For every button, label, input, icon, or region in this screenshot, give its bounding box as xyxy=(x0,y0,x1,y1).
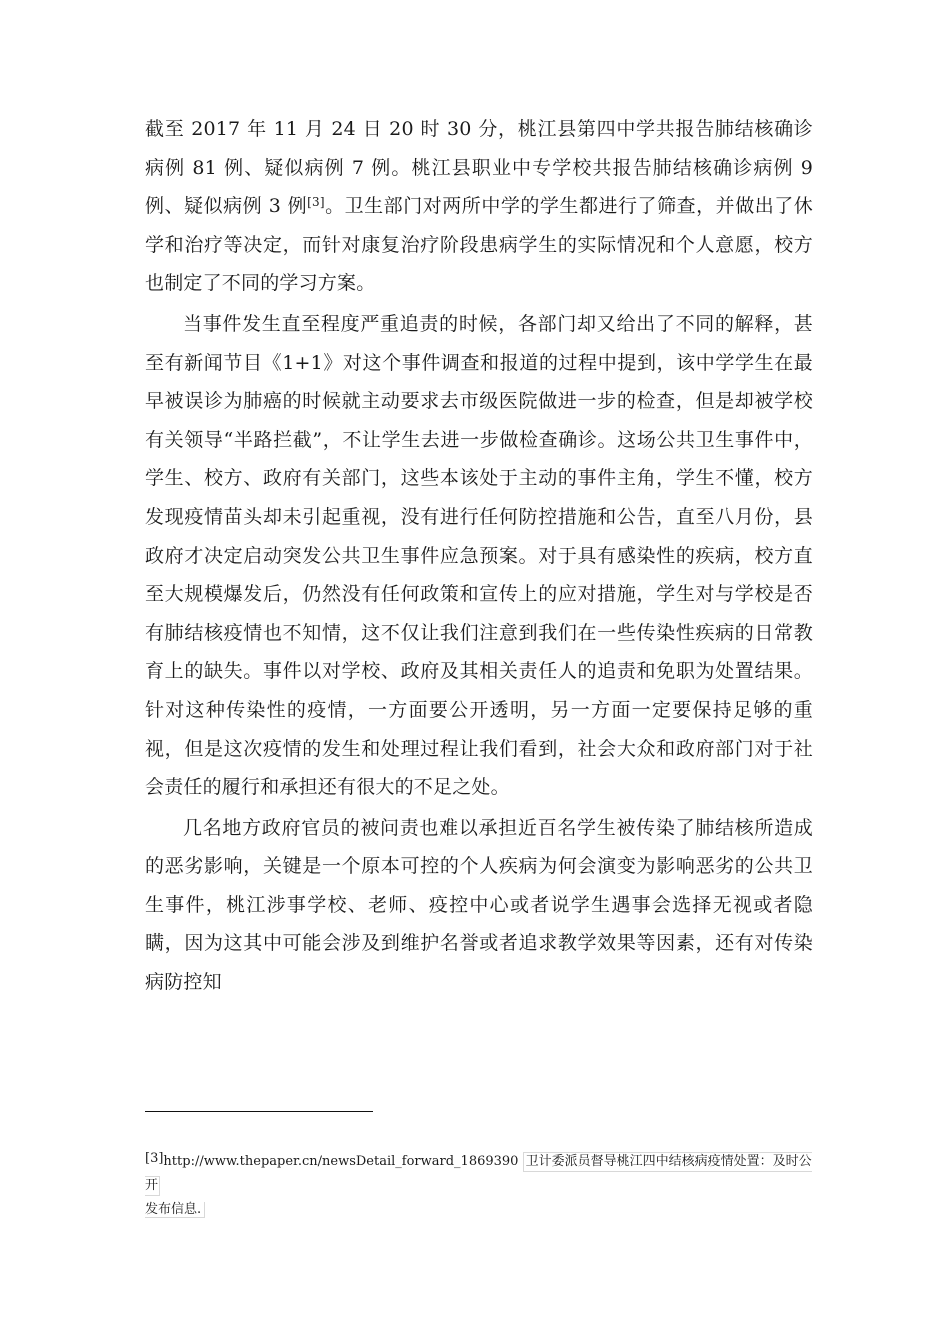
footnote xyxy=(145,1150,813,1222)
footnote-reference[interactable]: [3] xyxy=(307,195,325,210)
body-text xyxy=(145,110,813,1002)
footnote-title-tail: 发布信息. xyxy=(145,1202,205,1218)
footnote-url[interactable]: http://www.thepaper.cn/newsDetail_forward_1869390 xyxy=(163,1154,519,1169)
paragraph-1-continuation: 。卫生部门对两所中学的学生都进行了筛查，并做出了休学和治疗等决定，而针对康复治疗阶段患病学生的实际情况和个人意愿，校方也制定了不同的学习方案。 xyxy=(145,195,813,295)
paragraph-1 xyxy=(145,110,813,303)
paragraph-2: 当事件发生直至程度严重追责的时候，各部门却又给出了不同的解释，甚至有新闻节目《1+1》对这个事件调查和报道的过程中提到，该中学学生在最早被误诊为肺癌的时候就主动要求去市级医院做进一步的检查，但是却被学校有关领导“半路拦截”，不让学生去进一步做检查确诊。这场公共卫生事件中，学生、校方、政府有关部门，这些本该处于主动的事件主角，学生不懂，校方发现疫情苗头却未引起重视，没有进行任何防控措施和公告，直至八月份，县政府才决定启动突发公共卫生事件应急预案。对于具有感染性的疾病，校方直至大规模爆发后，仍然没有任何政策和宣传上的应对措施，学生对与学校是否有肺结核疫情也不知情，这不仅让我们注意到我们在一些传染性疾病的日常教育上的缺失。事件以对学校、政府及其相关责任人的追责和免职为处置结果。针对这种传染性的疫情，一方面要公开透明，另一方面一定要保持足够的重视，但是这次疫情的发生和处理过程让我们看到，社会大众和政府部门对于社会责任的履行和承担还有很大的不足之处。 xyxy=(145,312,813,799)
paragraph-3: 几名地方政府官员的被问责也难以承担近百名学生被传染了肺结核所造成的恶劣影响，关键是一个原本可控的个人疾病为何会演变为影响恶劣的公共卫生事件，桃江涉事学校、老师、疫控中心或者说学生遇事会选择无视或者隐瞒，因为这其中可能会涉及到维护名誉或者追求教学效果等因素，还有对传染病防控知 xyxy=(145,816,813,994)
footnote-mark: [3] xyxy=(145,1151,164,1166)
footnote-title: 卫计委派员督导桃江四中结核病疫情处置：及时公开 xyxy=(145,1152,812,1196)
footnote-separator xyxy=(145,1111,373,1112)
paragraph-1-text: 截至 2017 年 11 月 24 日 20 时 30 分，桃江县第四中学共报告肺结核确诊病例 81 例、疑似病例 7 例。桃江县职业中专学校共报告肺结核确诊病例 9 例、疑似病例 3 例 xyxy=(145,118,813,218)
